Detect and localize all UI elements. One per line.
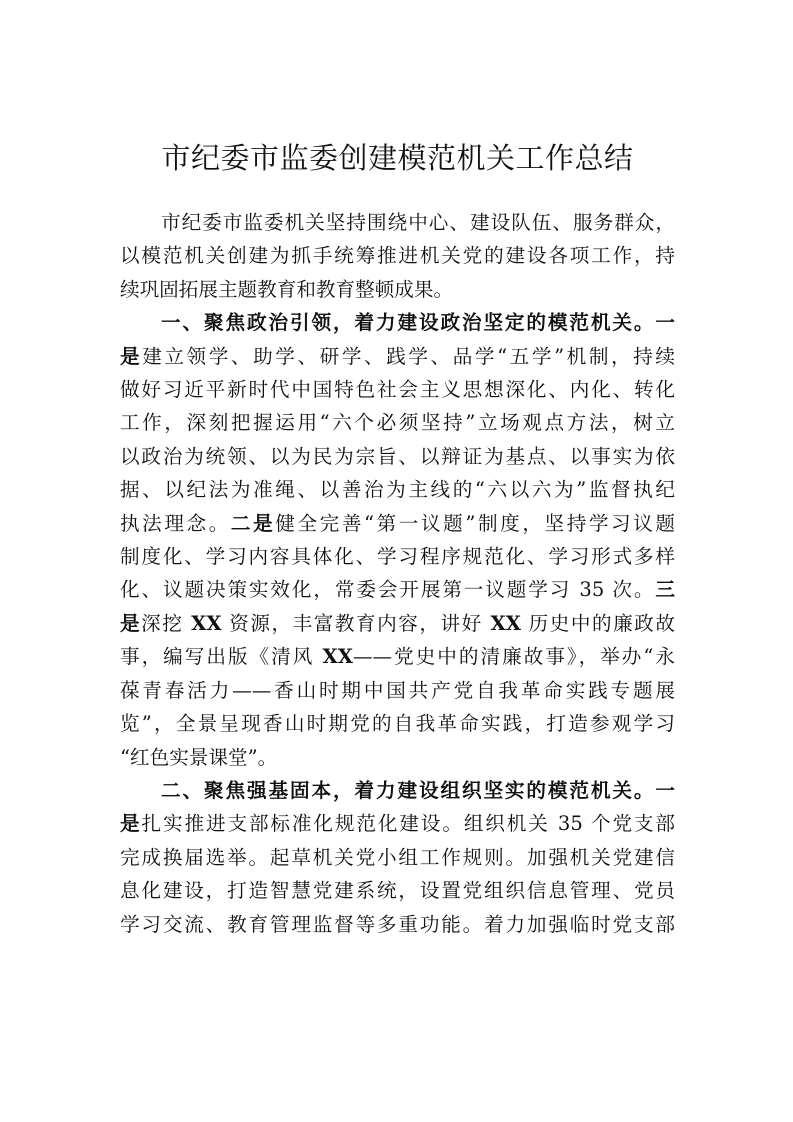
text-line: 化、议题决策实效化，常委会开展第一议题学习 35 次。三 — [120, 578, 675, 602]
text-line: 市纪委市监委机关坚持围绕中心、建设队伍、服务群众， — [161, 211, 675, 234]
section-2-heading: 二、聚焦强基固本，着力建设组织坚实的模范机关。 — [161, 778, 656, 802]
intro-paragraph — [120, 206, 675, 306]
text-line: 完成换届选举。起草机关党小组工作规则。加强机关党建信 — [120, 845, 675, 869]
text-line: 以模范机关创建为抓手统筹推进机关党的建设各项工作，持 — [120, 244, 675, 268]
emphasis-marker: 一 — [655, 778, 675, 802]
text-line: 制度化、学习内容具体化、学习程序规范化、学习形式多样 — [120, 545, 675, 569]
document-title: 市纪委市监委创建模范机关工作总结 — [161, 141, 634, 175]
text-line: 以政治为统领、以为民为宗旨、以辩证为基点、以事实为依 — [120, 444, 675, 468]
text-line: 据、以纪法为准绳、以善治为主线的“六以六为”监督执纪 — [120, 478, 675, 502]
emphasis-marker: 是 — [120, 344, 143, 368]
text-line: 是建立领学、助学、研学、践学、品学“五学”机制，持续 — [120, 344, 675, 368]
emphasis-marker: 一 — [655, 311, 675, 335]
text-line: 葆青春活力——香山时期中国共产党自我革命实践专题展 — [120, 678, 675, 702]
text-line: 工作，深刻把握运用“六个必须坚持”立场观点方法，树立 — [120, 411, 675, 435]
emphasis-marker: 二是 — [230, 511, 276, 535]
section-1-paragraph — [120, 306, 675, 774]
section-2-paragraph — [120, 774, 675, 941]
text-line — [120, 774, 675, 807]
text-line: 事，编写出版《清风 XX——党史中的清廉故事》，举办“永 — [120, 645, 675, 669]
text-line — [120, 306, 675, 339]
text-line: “红色实景课堂”。 — [120, 745, 278, 769]
text-line: 是扎实推进支部标准化规范化建设。组织机关 35 个党支部 — [120, 812, 676, 836]
emphasis-marker: 是 — [120, 812, 142, 836]
text-line: 学习交流、教育管理监督等多重功能。着力加强临时党支部 — [120, 912, 675, 936]
emphasis-marker: 三 — [655, 578, 675, 602]
section-1-heading: 一、聚焦政治引领，着力建设政治坚定的模范机关。 — [161, 311, 656, 335]
text-line: 息化建设，打造智慧党建系统，设置党组织信息管理、党员 — [120, 879, 675, 903]
emphasis-marker: 是 — [120, 611, 142, 635]
text-line: 续巩固拓展主题教育和教育整顿成果。 — [120, 277, 454, 301]
text-line: 览”，全景呈现香山时期党的自我革命实践，打造参观学习 — [120, 712, 675, 736]
text-line: 执法理念。二是健全完善“第一议题”制度，坚持学习议题 — [120, 511, 676, 535]
text-line: 做好习近平新时代中国特色社会主义思想深化、内化、转化 — [120, 378, 675, 402]
text-line: 是深挖 XX 资源，丰富教育内容，讲好 XX 历史中的廉政故 — [120, 611, 675, 635]
